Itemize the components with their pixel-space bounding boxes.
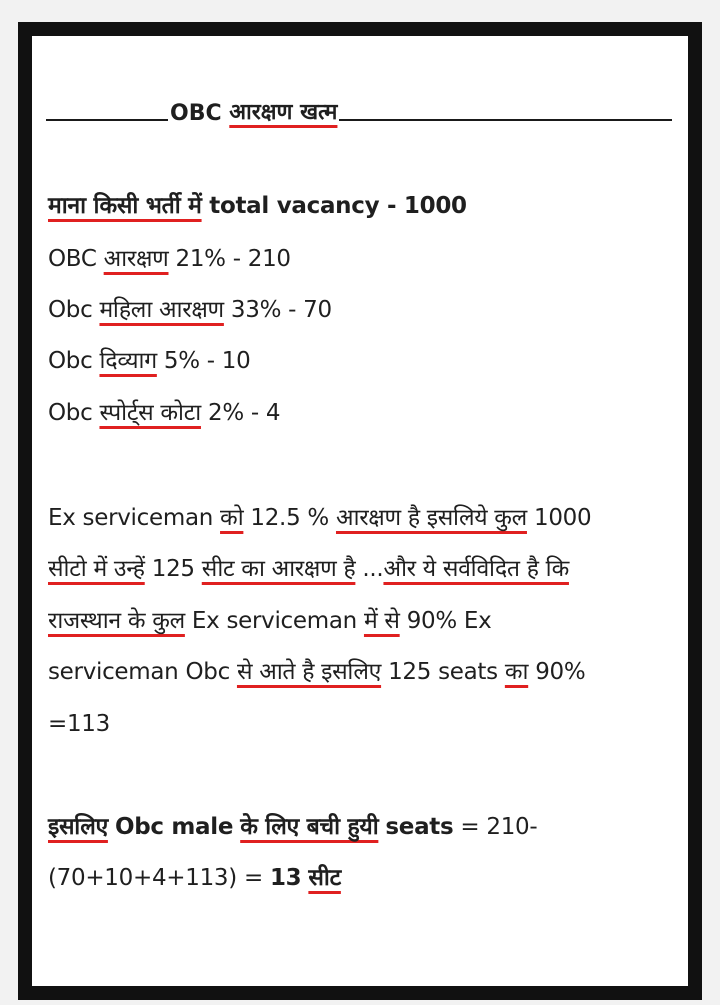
result-number: 13 <box>269 865 302 891</box>
conclusion-hindi: के लिए बची हुयी <box>240 814 379 840</box>
item-value: 5% - 10 <box>163 348 251 374</box>
para-hindi: सीटो में उन्हें <box>48 556 145 582</box>
item-prefix: Obc <box>48 348 93 374</box>
para-text: Ex serviceman <box>191 608 357 634</box>
list-item <box>48 295 332 325</box>
para-text: serviceman Obc <box>48 659 230 685</box>
title-prefix: OBC <box>170 101 222 126</box>
paragraph-line <box>48 657 585 687</box>
result-unit: सीट <box>308 865 341 891</box>
paragraph-line <box>48 554 569 584</box>
para-hindi: राजस्थान के कुल <box>48 608 185 634</box>
para-hindi: को <box>220 505 244 531</box>
conclusion-equation: = 210- <box>460 814 538 840</box>
para-hindi: का <box>504 659 529 685</box>
conclusion-line <box>48 812 537 842</box>
page-title <box>46 96 672 126</box>
para-hindi: से आते है इसलिए <box>236 659 382 685</box>
paragraph-line <box>48 503 591 533</box>
para-hindi: और ये सर्वविदित है कि <box>383 556 569 582</box>
paragraph-line <box>48 709 110 739</box>
item-prefix: Obc <box>48 400 93 426</box>
item-hindi: आरक्षण <box>103 246 169 272</box>
item-value: 33% - 70 <box>230 297 332 323</box>
conclusion-text: Obc male <box>114 814 234 840</box>
item-prefix: OBC <box>48 246 97 272</box>
item-prefix: Obc <box>48 297 93 323</box>
paragraph-line <box>48 606 491 636</box>
intro-english: total vacancy - 1000 <box>209 193 467 219</box>
para-text: Ex serviceman <box>48 505 214 531</box>
conclusion-line <box>48 863 341 893</box>
para-hindi: में से <box>363 608 400 634</box>
conclusion-text: seats <box>385 814 454 840</box>
conclusion-hindi: इसलिए <box>48 814 108 840</box>
item-hindi: महिला आरक्षण <box>99 297 224 323</box>
item-hindi: स्पोर्ट्स कोटा <box>99 400 201 426</box>
item-value: 21% - 210 <box>175 246 291 272</box>
list-item <box>48 398 280 428</box>
document-frame <box>18 22 702 1000</box>
intro-line <box>48 191 467 221</box>
list-item <box>48 244 291 274</box>
item-value: 2% - 4 <box>207 400 281 426</box>
intro-hindi: माना किसी भर्ती में <box>48 193 202 219</box>
title-rule-left <box>46 119 168 121</box>
para-text: 125 seats <box>388 659 498 685</box>
para-hindi: आरक्षण है इसलिये कुल <box>335 505 527 531</box>
para-text: 90% <box>535 659 586 685</box>
para-text: 1000 <box>533 505 592 531</box>
para-text: 90% Ex <box>406 608 492 634</box>
item-hindi: दिव्याग <box>99 348 157 374</box>
para-text: 12.5 % <box>250 505 329 531</box>
list-item <box>48 346 250 376</box>
para-hindi: सीट का आरक्षण है <box>201 556 356 582</box>
document-page <box>32 36 688 986</box>
conclusion-equation: (70+10+4+113) = <box>48 865 263 891</box>
para-text: 125 <box>151 556 195 582</box>
para-text: ... <box>362 556 384 582</box>
title-rule-right <box>339 119 672 121</box>
para-text: =113 <box>48 711 110 737</box>
title-hindi: आरक्षण खत्म <box>229 100 338 125</box>
